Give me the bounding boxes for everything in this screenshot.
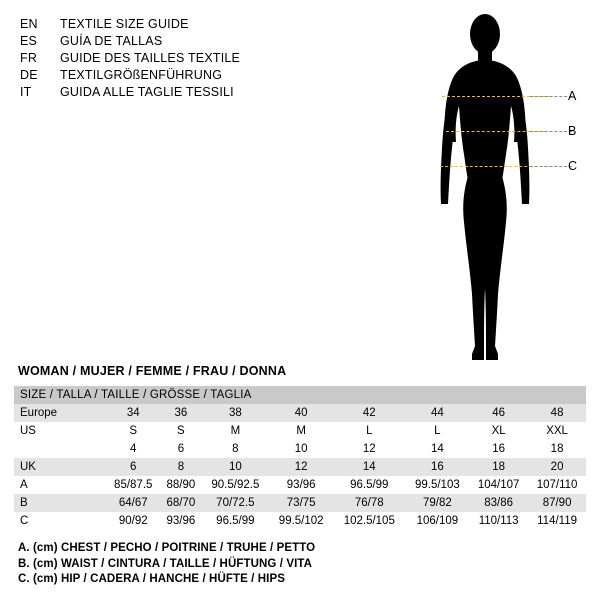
table-header-row	[14, 386, 586, 404]
measure-label-a: A	[568, 89, 577, 103]
cell: 10	[201, 458, 269, 476]
language-code: IT	[20, 85, 32, 99]
cell: 110/113	[469, 512, 528, 530]
cell: 12	[333, 440, 406, 458]
language-title: GUÍA DE TALLAS	[60, 34, 163, 48]
cell: 90.5/92.5	[201, 476, 269, 494]
language-row	[20, 50, 350, 67]
cell: 102.5/105	[333, 512, 406, 530]
hip-leader-line	[530, 166, 572, 167]
cell: 16	[406, 458, 470, 476]
table-row	[14, 422, 586, 440]
table-row	[14, 458, 586, 476]
cell: 96.5/99	[201, 512, 269, 530]
language-code: FR	[20, 51, 38, 65]
table-caption: WOMAN / MUJER / FEMME / FRAU / DONNA	[18, 364, 287, 378]
table-row	[14, 404, 586, 422]
body-silhouette-icon	[380, 8, 590, 368]
language-row	[20, 16, 350, 33]
cell: 8	[201, 440, 269, 458]
table-row	[14, 440, 586, 458]
row-label: US	[14, 422, 106, 440]
cell: 6	[160, 440, 201, 458]
waist-leader-line	[530, 131, 572, 132]
cell: 90/92	[106, 512, 160, 530]
row-label	[14, 440, 106, 458]
cell: 48	[528, 404, 586, 422]
cell: 64/67	[106, 494, 160, 512]
table-row	[14, 512, 586, 530]
language-header-block	[20, 16, 350, 101]
cell: 18	[469, 458, 528, 476]
cell: S	[160, 422, 201, 440]
cell: 96.5/99	[333, 476, 406, 494]
legend-row-a: A. (cm) CHEST / PECHO / POITRINE / TRUHE / PETTO	[18, 542, 316, 554]
cell: 83/86	[469, 494, 528, 512]
language-code: DE	[20, 68, 38, 82]
size-table	[14, 386, 586, 530]
cell: 42	[333, 404, 406, 422]
cell: 40	[269, 404, 333, 422]
cell: 70/72.5	[201, 494, 269, 512]
cell: 79/82	[406, 494, 470, 512]
cell: M	[201, 422, 269, 440]
row-label: B	[14, 494, 106, 512]
cell: 8	[160, 458, 201, 476]
cell: S	[106, 422, 160, 440]
language-title: TEXTILGRÖßENFÜHRUNG	[60, 68, 223, 82]
table-row	[14, 476, 586, 494]
cell: 114/119	[528, 512, 586, 530]
female-body-figure	[380, 8, 590, 368]
cell: 16	[469, 440, 528, 458]
cell: 44	[406, 404, 470, 422]
row-label: Europe	[14, 404, 106, 422]
table-header-label: SIZE / TALLA / TAILLE / GRÖSSE / TAGLIA	[20, 389, 252, 401]
cell: XL	[469, 422, 528, 440]
language-title: TEXTILE SIZE GUIDE	[60, 17, 189, 31]
cell: 12	[269, 458, 333, 476]
cell: 99.5/102	[269, 512, 333, 530]
cell: 68/70	[160, 494, 201, 512]
language-title: GUIDA ALLE TAGLIE TESSILI	[60, 85, 234, 99]
cell: 38	[201, 404, 269, 422]
legend-row-b: B. (cm) WAIST / CINTURA / TAILLE / HÜFTUNG / VITA	[18, 557, 313, 570]
cell: M	[269, 422, 333, 440]
chest-leader-line	[530, 96, 572, 97]
cell: 93/96	[160, 512, 201, 530]
measure-label-c: C	[568, 159, 578, 173]
cell: 99.5/103	[406, 476, 470, 494]
cell: 104/107	[469, 476, 528, 494]
row-label: A	[14, 476, 106, 494]
cell: 34	[106, 404, 160, 422]
cell: 85/87.5	[106, 476, 160, 494]
cell: 107/110	[528, 476, 586, 494]
language-title: GUIDE DES TAILLES TEXTILE	[60, 51, 241, 65]
cell: 36	[160, 404, 201, 422]
cell: 20	[528, 458, 586, 476]
cell: L	[333, 422, 406, 440]
measure-label-b: B	[568, 124, 577, 138]
cell: 87/90	[528, 494, 586, 512]
cell: 76/78	[333, 494, 406, 512]
cell: 88/90	[160, 476, 201, 494]
cell: 14	[406, 440, 470, 458]
cell: L	[406, 422, 470, 440]
cell: 46	[469, 404, 528, 422]
cell: 14	[333, 458, 406, 476]
language-row	[20, 33, 350, 50]
row-label: C	[14, 512, 106, 530]
table-row	[14, 494, 586, 512]
cell: 10	[269, 440, 333, 458]
language-row	[20, 67, 350, 84]
cell: 106/109	[406, 512, 470, 530]
cell: XXL	[528, 422, 586, 440]
cell: 4	[106, 440, 160, 458]
language-code: EN	[20, 17, 38, 31]
row-label: UK	[14, 458, 106, 476]
cell: 93/96	[269, 476, 333, 494]
cell: 6	[106, 458, 160, 476]
language-code: ES	[20, 34, 38, 48]
language-row	[20, 84, 350, 101]
legend-row-c: C. (cm) HIP / CADERA / HANCHE / HÜFTE / HIPS	[18, 573, 286, 585]
measurement-legend	[18, 541, 578, 588]
cell: 18	[528, 440, 586, 458]
cell: 73/75	[269, 494, 333, 512]
